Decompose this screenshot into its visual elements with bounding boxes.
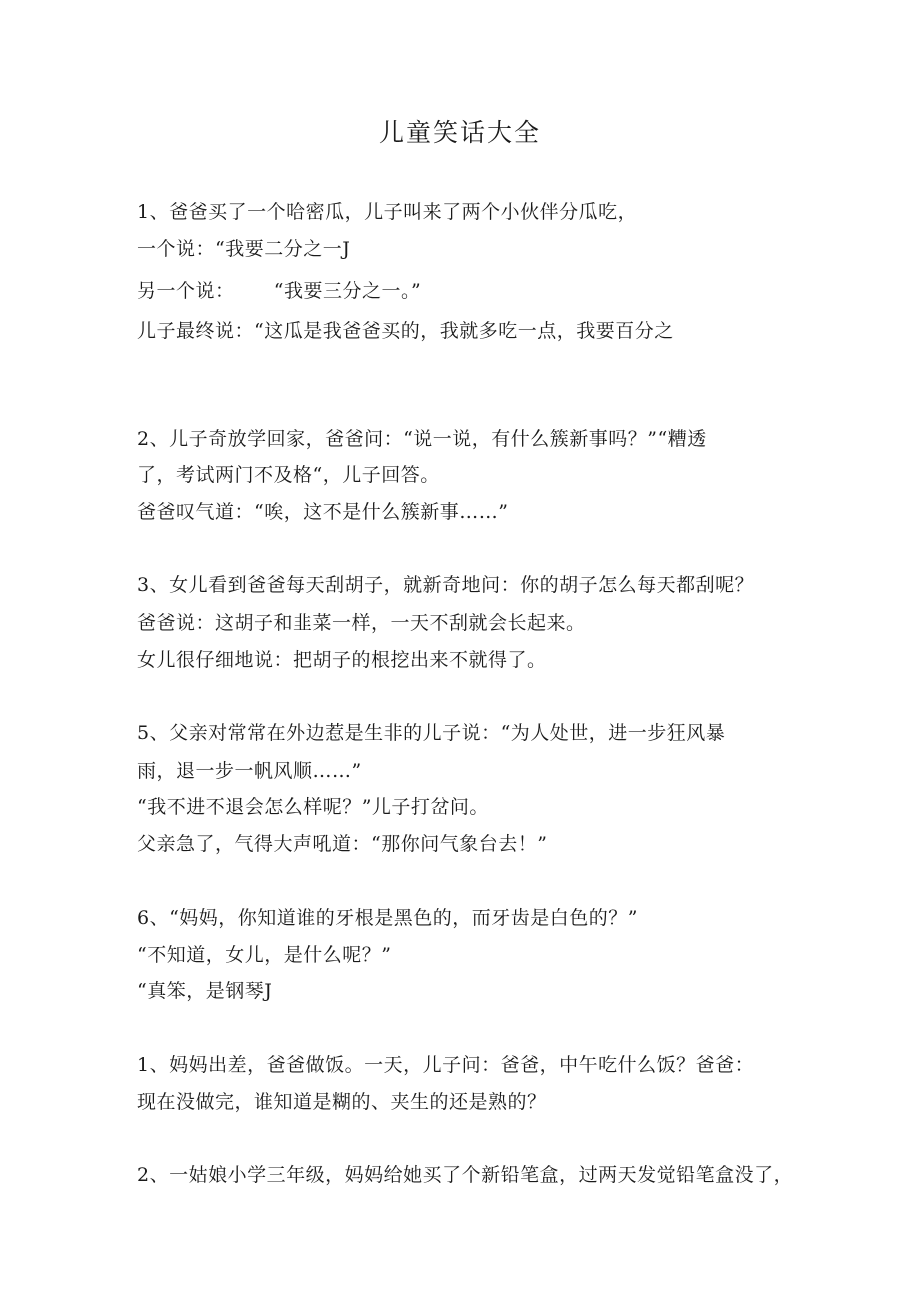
joke-b1-line-1: 1、妈妈出差，爸爸做饭。一天，儿子问：爸爸，中午吃什么饭？爸爸： <box>137 1054 755 1076</box>
joke-b2-line-1: 2、一姑娘小学三年级，妈妈给她买了个新铅笔盒，过两天发觉铅笔盒没了， <box>137 1164 794 1186</box>
joke-3-line-2: 爸爸说：这胡子和韭菜一样，一天不刮就会长起来。 <box>137 612 586 634</box>
joke-5-line-2: 雨，退一步一帆风顺……” <box>137 760 362 782</box>
joke-1-line-3: 另一个说： “我要三分之一。” <box>137 280 422 302</box>
joke-6-line-3: “真笨，是钢琴J <box>137 980 273 1002</box>
joke-b1-line-2: 现在没做完，谁知道是糊的、夹生的还是熟的？ <box>137 1091 547 1113</box>
joke-2-line-3: 爸爸叹气道：“唉，这不是什么簇新事……” <box>137 501 509 523</box>
page-title: 儿童笑话大全 <box>378 118 541 147</box>
joke-2-line-2: 了，考试两门不及格“，儿子回答。 <box>137 464 440 486</box>
joke-6-line-2: “不知道，女儿，是什么呢？” <box>137 944 392 966</box>
joke-5-line-3: “我不进不退会怎么样呢？”儿子打岔问。 <box>137 796 489 818</box>
joke-1-line-4: 儿子最终说：“这瓜是我爸爸买的，我就多吃一点，我要百分之 <box>137 320 674 342</box>
joke-6-line-1: 6、“妈妈，你知道谁的牙根是黑色的，而牙齿是白色的？” <box>137 907 639 929</box>
joke-1-line-1: 1、爸爸买了一个哈密瓜，儿子叫来了两个小伙伴分瓜吃， <box>137 201 638 223</box>
joke-1-line-2: 一个说：“我要二分之一J <box>137 238 351 260</box>
joke-5-line-1: 5、父亲对常常在外边惹是生非的儿子说：“为人处世，进一步狂风暴 <box>137 722 726 744</box>
joke-3-line-3: 女儿很仔细地说：把胡子的根挖出来不就得了。 <box>137 649 547 671</box>
joke-2-line-1: 2、儿子奇放学回家，爸爸问：“说一说，有什么簇新事吗？”“糟透 <box>137 428 707 450</box>
joke-3-line-1: 3、女儿看到爸爸每天刮胡子，就新奇地问：你的胡子怎么每天都刮呢？ <box>137 574 755 596</box>
joke-5-line-4: 父亲急了，气得大声吼道：“那你问气象台去！” <box>137 833 548 855</box>
